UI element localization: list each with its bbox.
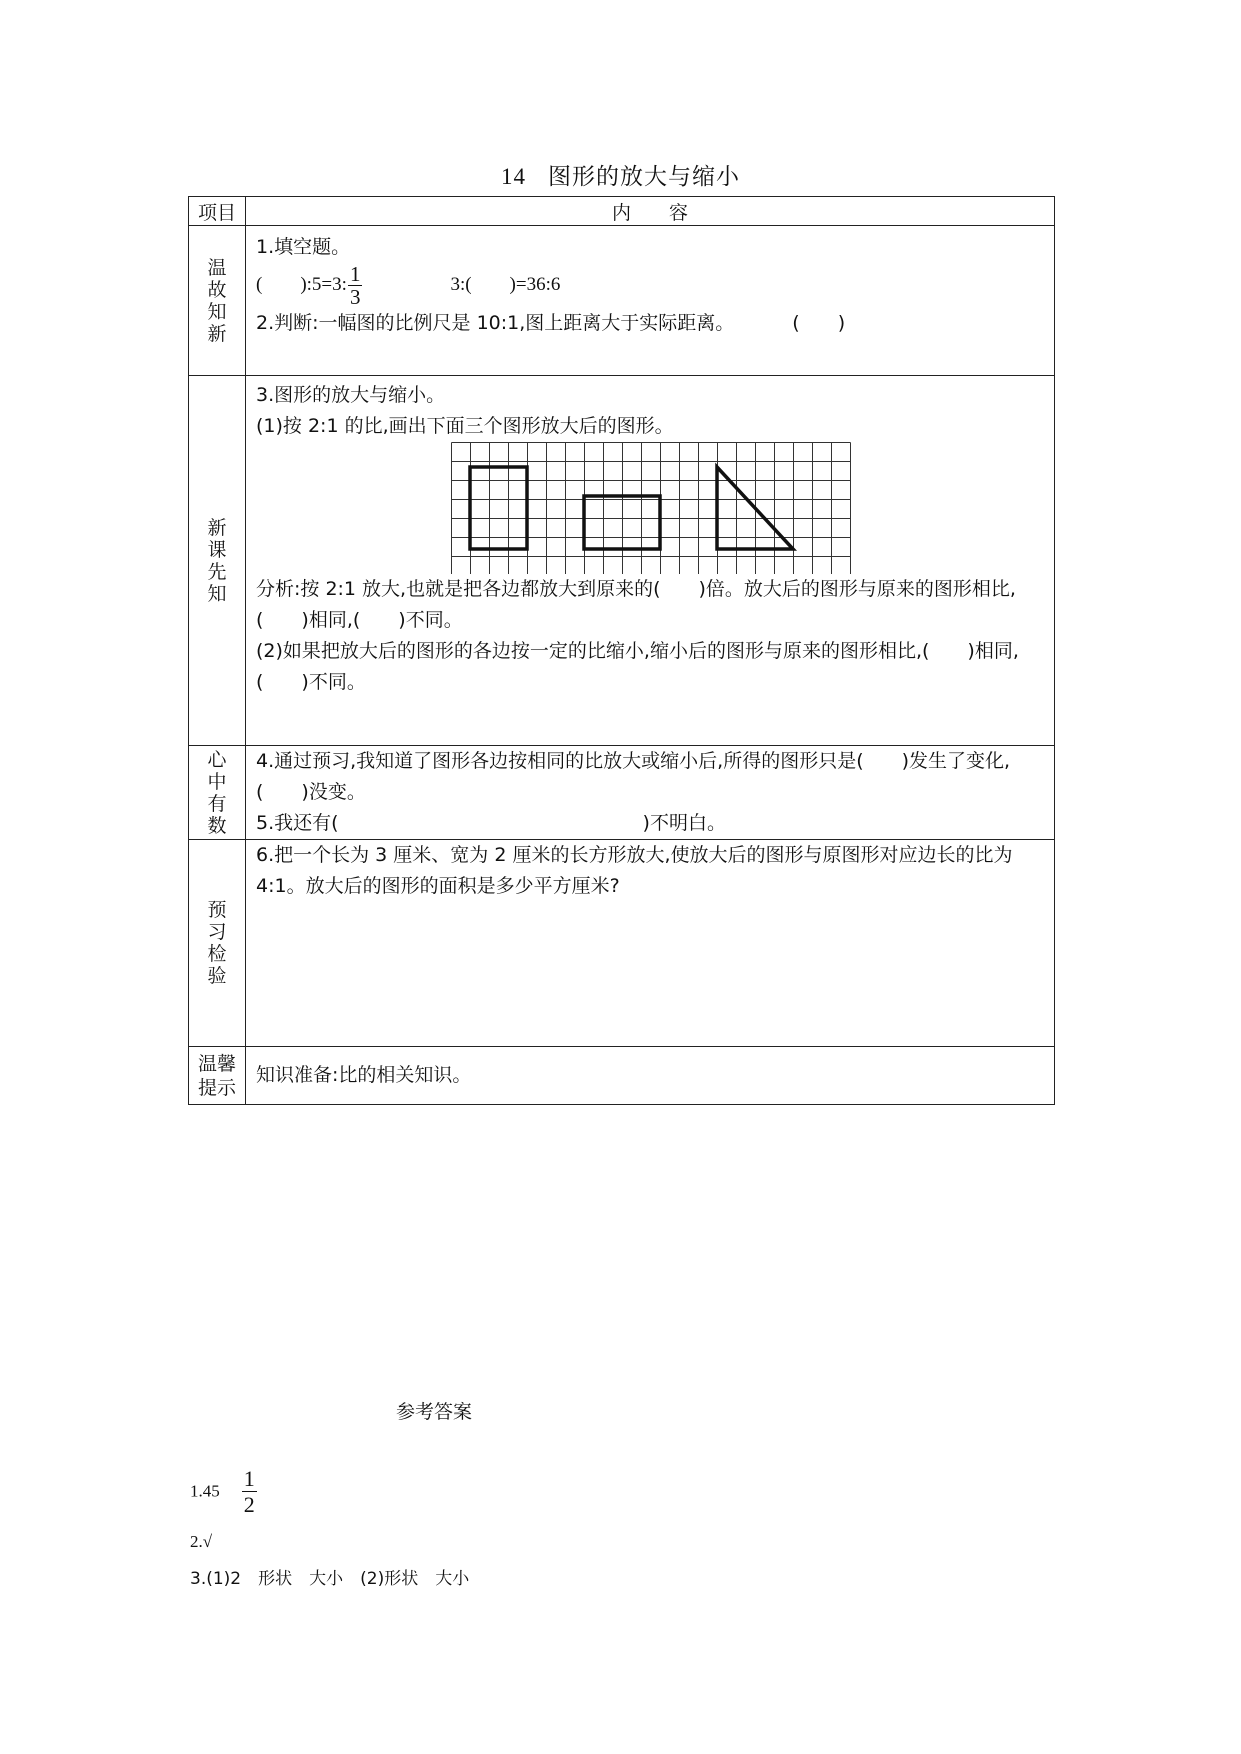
row-content-preview [246,376,1055,746]
row-label-text: 温故知新 [207,256,227,345]
fraction-one-third [348,263,363,308]
row-content-review [246,226,1055,376]
row-label-text: 预习检验 [207,899,227,987]
lesson-title: 图形的放大与缩小 [548,164,740,190]
row-tip [189,1047,1055,1105]
answer-1 [190,1466,257,1517]
row-label-text: 温馨提示 [197,1052,236,1099]
fraction-numerator: 1 [349,262,361,287]
fraction-numerator: 1 [243,1466,255,1491]
row-content-tip [246,1047,1055,1105]
question-3-part-2: (2)如果把放大后的图形的各边按一定的比缩小,缩小后的图形与原来的图形相比,( )相同,( )不同。 [256,640,1019,693]
header-item-cell [189,197,246,226]
row-content-reflection [246,746,1055,840]
row-reflection [189,746,1055,840]
question-6: 6.把一个长为 3 厘米、宽为 2 厘米的长方形放大,使放大后的图形与原图形对应边长的比为 4:1。放大后的图形的面积是多少平方厘米? [256,844,1013,897]
question-3-part-1: (1)按 2:1 的比,画出下面三个图形放大后的图形。 [256,415,674,437]
row-preview [189,376,1055,746]
row-content-check [246,840,1055,1047]
worksheet-table [188,196,1055,1105]
row-label-check [189,840,246,1047]
grid-figures [451,442,851,574]
row-label-review [189,226,246,376]
answer-blank: ( ) [792,312,846,335]
answer-2: 2.√ [190,1532,213,1551]
question-5: 5.我还有( )不明白。 [256,812,726,834]
row-label-tip [189,1047,246,1105]
question-2-text: 2.判断:一幅图的比例尺是 10:1,图上距离大于实际距离。 [256,312,735,335]
page-title [0,158,1241,191]
row-label-preview [189,376,246,746]
header-content-label: 内 容 [611,201,688,224]
question-1-equations [256,263,1044,308]
row-check [189,840,1055,1047]
header-row [189,197,1055,226]
header-item-label: 项目 [197,201,236,224]
row-review [189,226,1055,376]
fraction-denominator: 2 [243,1492,255,1517]
row-label-text: 心中有数 [207,748,227,837]
answer-1-text: 1.45 [190,1481,220,1501]
question-4: 4.通过预习,我知道了图形各边按相同的比放大或缩小后,所得的图形只是( )发生了变化,( )没变。 [256,750,1011,803]
analysis-text: 分析:按 2:1 放大,也就是把各边都放大到原来的( )倍。放大后的图形与原来的图形相比,( )相同,( )不同。 [256,578,1016,631]
question-3: 3.图形的放大与缩小。 [256,384,446,406]
row-label-reflection [189,746,246,840]
lesson-number: 14 [501,164,526,189]
answer-3: 3.(1)2 形状 大小 (2)形状 大小 [190,1569,470,1589]
fraction-denominator: 3 [349,285,361,310]
equation-1: ( ):5=3: [256,274,347,295]
rectangle-tall-figure [470,467,527,549]
header-content-cell [246,197,1055,226]
tip-text: 知识准备:比的相关知识。 [256,1064,472,1086]
answer-1-fraction [242,1466,257,1517]
equation-2: 3:( )=36:6 [450,274,561,295]
question-1: 1.填空题。 [256,236,351,258]
answer-heading: 参考答案 [396,1401,473,1423]
question-2 [256,308,1044,339]
row-label-text: 新课先知 [207,516,227,605]
drawing-grid [451,442,1044,574]
